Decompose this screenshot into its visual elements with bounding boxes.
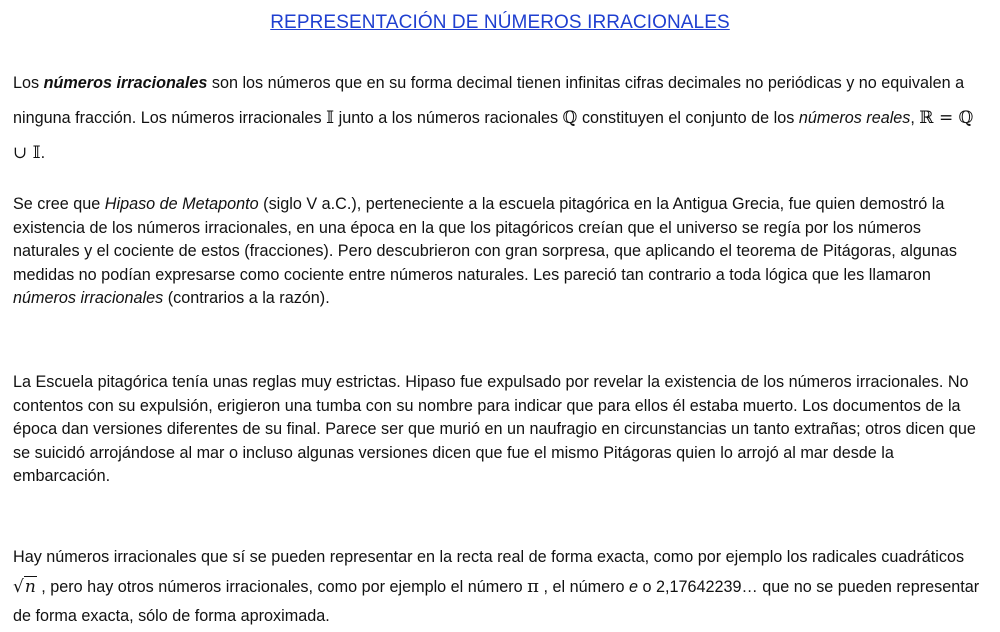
text-span: o 2,17642239… que no se pueden representar de forma exacta, sólo de forma aproximada. bbox=[13, 578, 980, 625]
sqrt-symbol: √ bbox=[13, 577, 24, 597]
text-span: . bbox=[40, 144, 46, 162]
formula-reals-union: ℝ = ℚ ∪ 𝕀 bbox=[13, 108, 974, 163]
text-span: Se cree que bbox=[13, 195, 105, 213]
sqrt-radicand: n bbox=[24, 577, 36, 597]
symbol-irrationals: 𝕀 bbox=[326, 108, 335, 128]
text-span: (siglo V a.C.), perteneciente a la escuela pitagórica en la Antigua Grecia, fue quien demostró la existencia de los números irracionales, en una época en la que los pitagóricos creían que el universo se regía por los números naturales y el cociente de estos (fracciones). Pero descubrieron con gran sorpresa, que aplicando el teorema de Pitágoras, algunas medidas no podían expresarse como cociente entre números naturales. Les pareció tan contrario a toda lógica que les llamaron bbox=[13, 195, 957, 284]
text-span: , el número bbox=[539, 578, 629, 596]
text-span: , bbox=[910, 109, 920, 127]
text-span: (contrarios a la razón). bbox=[163, 289, 330, 307]
text-span: junto a los números racionales bbox=[334, 109, 563, 127]
sqrt-n-formula bbox=[13, 576, 37, 597]
text-span: Hay números irracionales que sí se pueden representar en la recta real de forma exacta, como por ejemplo los radicales cuadráticos bbox=[13, 548, 965, 566]
paragraph-definition bbox=[13, 66, 989, 171]
text-span: , pero hay otros números irracionales, como por ejemplo el número bbox=[36, 578, 528, 596]
symbol-rationals: ℚ bbox=[562, 108, 578, 128]
italic-term-irrational-numbers: números irracionales bbox=[13, 289, 164, 307]
e-symbol: e bbox=[628, 578, 638, 596]
italic-term-real-numbers: números reales bbox=[798, 109, 911, 127]
pi-symbol: π bbox=[527, 576, 539, 597]
text-span: constituyen el conjunto de los bbox=[577, 109, 799, 127]
paragraph-history bbox=[13, 193, 989, 311]
text-span: Los bbox=[13, 74, 44, 92]
paragraph-pythagorean-school: La Escuela pitagórica tenía unas reglas muy estrictas. Hipaso fue expulsado por revelar la existencia de los números irracionales. No contentos con su expulsión, erigieron una tumba con su nombre para indicar que para ellos él estaba muerto. Los documentos de la época dan versiones diferentes de su final. Parece ser que murió en un naufragio en circunstancias un tanto extrañas; otros dicen que se suicidó arrojándose al mar o incluso algunas versiones dicen que fue el mismo Pitágoras quien lo arrojó al mar desde la embarcación. bbox=[13, 373, 976, 485]
paragraph-representation bbox=[13, 543, 989, 631]
italic-name-hipaso: Hipaso de Metaponto bbox=[104, 195, 259, 213]
bold-term-irrational-numbers: números irracionales bbox=[43, 74, 208, 92]
page-title: REPRESENTACIÓN DE NÚMEROS IRRACIONALES bbox=[270, 12, 730, 33]
text-span: son los números que en su forma decimal tienen infinitas cifras decimales no periódicas y no equivalen a ninguna fracción. Los números irracionales bbox=[13, 74, 965, 127]
